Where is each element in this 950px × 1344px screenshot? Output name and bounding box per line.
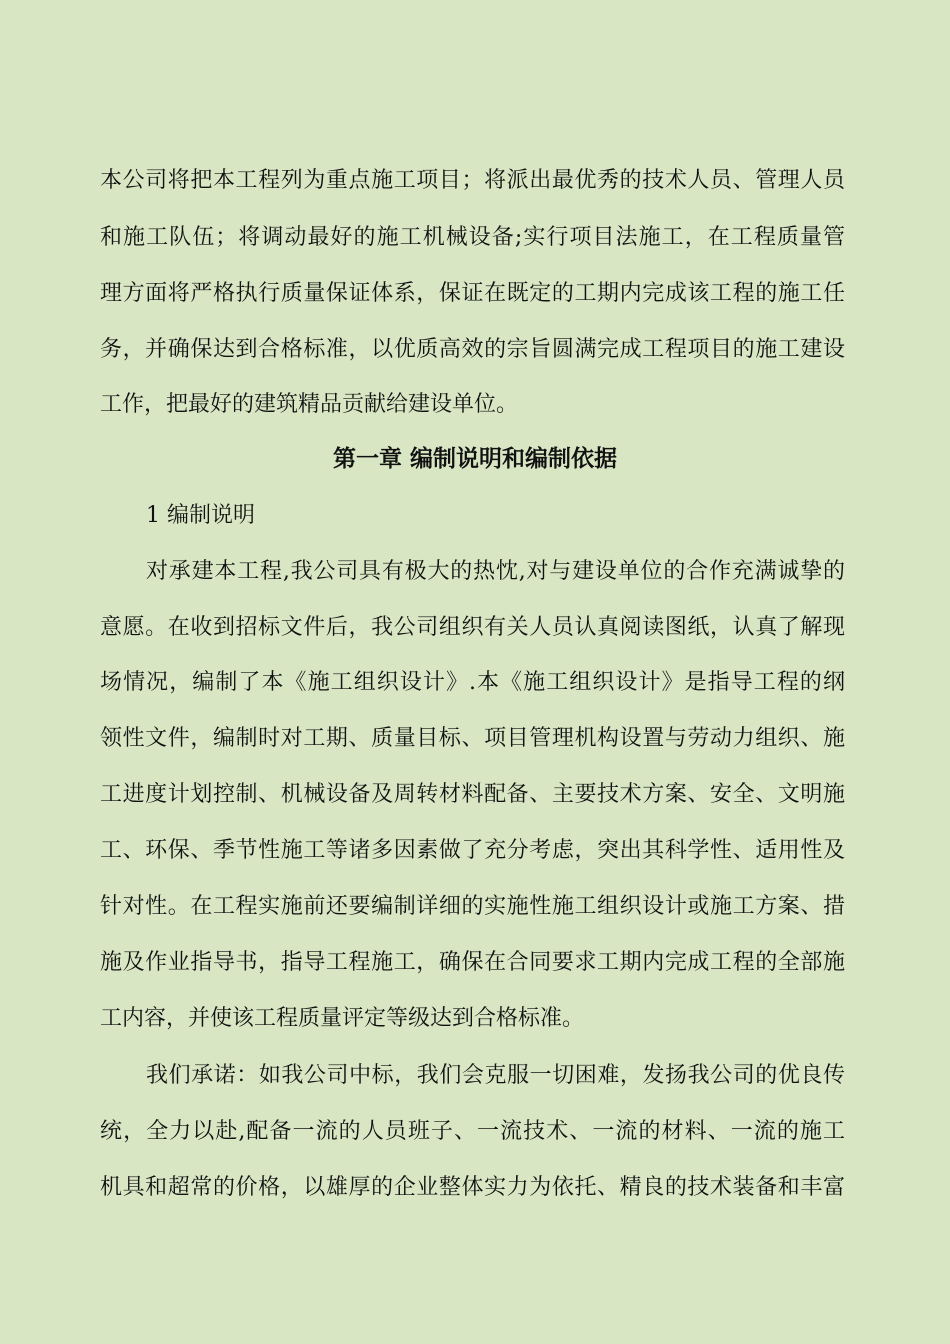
intro-line: 工作，把最好的建筑精品贡献给建设单位。 xyxy=(100,392,519,417)
para1-line: 意愿。在收到招标文件后，我公司组织有关人员认真阅读图纸，认真了解现 xyxy=(100,615,845,640)
para1-line: 工内容，并使该工程质量评定等级达到合格标准。 xyxy=(100,1006,585,1031)
para2-line: 机具和超常的价格，以雄厚的企业整体实力为依托、精良的技术装备和丰富 xyxy=(100,1175,845,1200)
para1-line: 对承建本工程,我公司具有极大的热忱,对与建设单位的合作充满诚挚的 xyxy=(146,559,845,584)
para1-line: 针对性。在工程实施前还要编制详细的实施性施工组织设计或施工方案、措 xyxy=(100,894,845,919)
para1-line: 施及作业指导书，指导工程施工，确保在合同要求工期内完成工程的全部施 xyxy=(100,950,845,975)
intro-line: 理方面将严格执行质量保证体系，保证在既定的工期内完成该工程的施工任 xyxy=(100,281,845,306)
intro-line: 本公司将把本工程列为重点施工项目；将派出最优秀的技术人员、管理人员 xyxy=(100,168,845,193)
intro-line: 和施工队伍；将调动最好的施工机械设备;实行项目法施工，在工程质量管 xyxy=(100,225,845,250)
para1-line: 工进度计划控制、机械设备及周转材料配备、主要技术方案、安全、文明施 xyxy=(100,782,845,807)
chapter-title: 第一章 编制说明和编制依据 xyxy=(332,446,617,472)
para1-line: 工、环保、季节性施工等诸多因素做了充分考虑，突出其科学性、适用性及 xyxy=(100,838,845,863)
para2-line: 统，全力以赴,配备一流的人员班子、一流技术、一流的材料、一流的施工 xyxy=(100,1119,845,1144)
para1-line: 领性文件，编制时对工期、质量目标、项目管理机构设置与劳动力组织、施 xyxy=(100,726,845,751)
section-title: 1 编制说明 xyxy=(146,503,255,528)
intro-line: 务，并确保达到合格标准，以优质高效的宗旨圆满完成工程项目的施工建设 xyxy=(100,337,845,362)
para2-line: 我们承诺：如我公司中标，我们会克服一切困难，发扬我公司的优良传 xyxy=(146,1063,845,1088)
para1-line: 场情况，编制了本《施工组织设计》.本《施工组织设计》是指导工程的纲 xyxy=(100,670,845,695)
